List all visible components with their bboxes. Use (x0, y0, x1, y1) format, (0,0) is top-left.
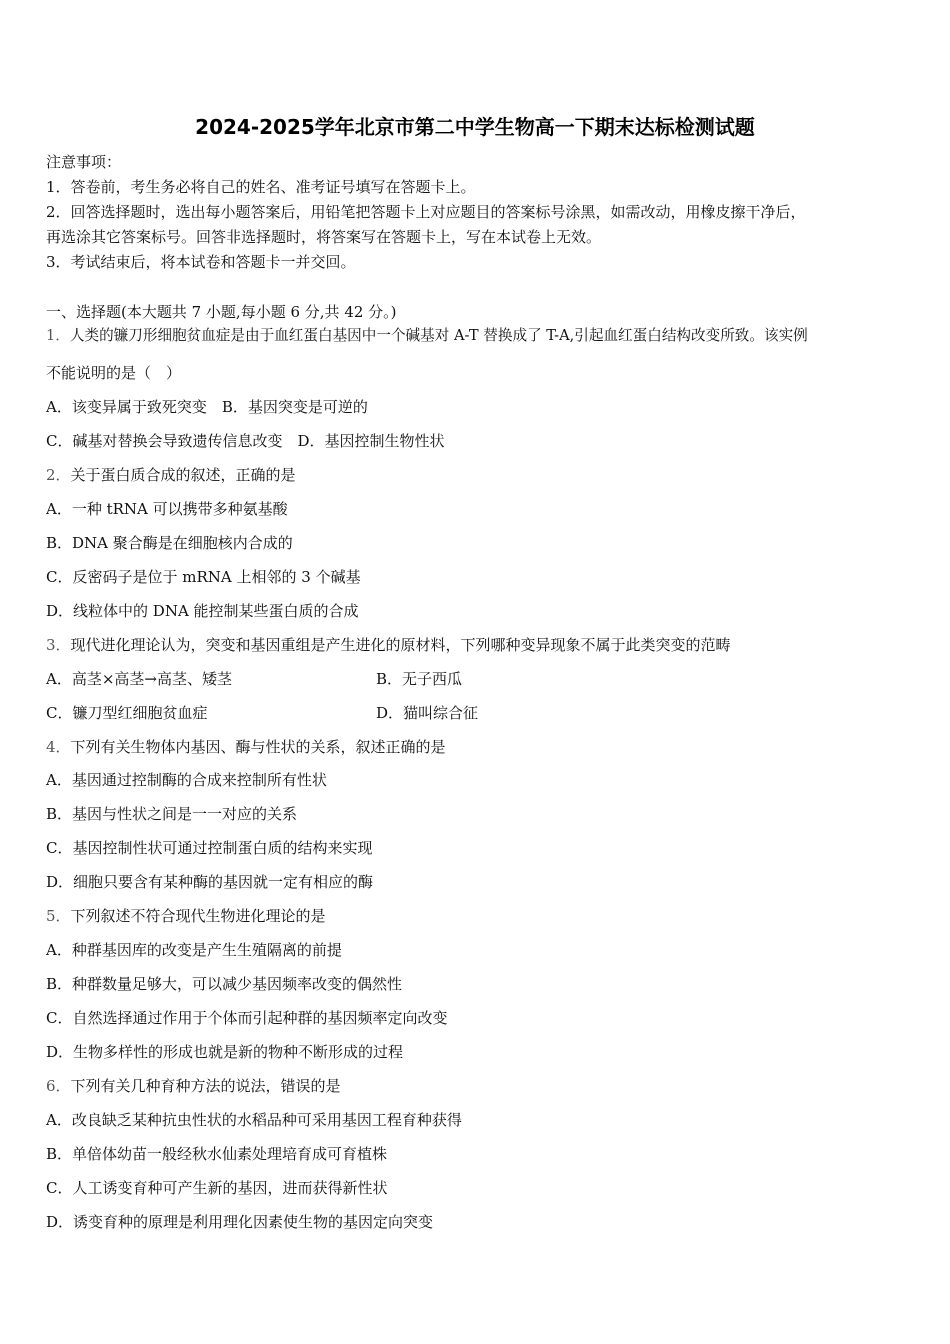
option-d: D．诱变育种的原理是利用理化因素使生物的基因定向突变 (46, 1213, 434, 1231)
question-stem: 3．现代进化理论认为，突变和基因重组是产生进化的原材料，下列哪种变异现象不属于此类突变的范畴 (46, 636, 731, 654)
question-number: 5． (46, 907, 71, 925)
question-number: 6． (46, 1077, 71, 1095)
option-a: A．基因通过控制酶的合成来控制所有性状 (46, 771, 327, 789)
question-number: 2． (46, 466, 71, 484)
option-b: B．DNA 聚合酶是在细胞核内合成的 (46, 534, 293, 552)
question-stem: 2．关于蛋白质合成的叙述，正确的是 (46, 466, 296, 484)
notice-heading: 注意事项： (46, 153, 122, 171)
question-number: 4． (46, 738, 71, 756)
option-d: D．细胞只要含有某种酶的基因就一定有相应的酶 (46, 873, 374, 891)
question-stem: 4．下列有关生物体内基因、酶与性状的关系，叙述正确的是 (46, 738, 446, 756)
option-row: A．该变异属于致死突变 B．基因突变是可逆的 (46, 398, 368, 416)
option-c: C．镰刀型红细胞贫血症 (46, 704, 208, 722)
option-d: D．生物多样性的形成也就是新的物种不断形成的过程 (46, 1043, 404, 1061)
option-d: D．猫叫综合征 (376, 704, 479, 722)
notice-item: 再选涂其它答案标号。回答非选择题时，将答案写在答题卡上，写在本试卷上无效。 (46, 228, 602, 246)
option-c: C．自然选择通过作用于个体而引起种群的基因频率定向改变 (46, 1009, 448, 1027)
question-number: 1． (46, 327, 70, 344)
option-d: D．线粒体中的 DNA 能控制某些蛋白质的合成 (46, 602, 359, 620)
option-b: B．单倍体幼苗一般经秋水仙素处理培育成可育植株 (46, 1145, 388, 1163)
section-heading: 一、选择题(本大题共 7 小题,每小题 6 分,共 42 分。) (46, 303, 397, 321)
option-b: B．种群数量足够大，可以减少基因频率改变的偶然性 (46, 975, 403, 993)
option-row: C．碱基对替换会导致遗传信息改变 D．基因控制生物性状 (46, 432, 445, 450)
question-number: 3． (46, 636, 71, 654)
notice-item: 3．考试结束后，将本试卷和答题卡一并交回。 (46, 253, 356, 271)
notice-item: 1．答卷前，考生务必将自己的姓名、准考证号填写在答题卡上。 (46, 178, 476, 196)
option-b: B．基因与性状之间是一一对应的关系 (46, 805, 298, 823)
option-c: C．基因控制性状可通过控制蛋白质的结构来实现 (46, 839, 373, 857)
question-stem: 1．人类的镰刀形细胞贫血症是由于血红蛋白基因中一个碱基对 A-T 替换成了 T-A,引起血红蛋白结构改变所致。该实例 (46, 327, 808, 344)
option-a: A．高茎×高茎→高茎、矮茎 (46, 670, 232, 688)
question-stem: 6．下列有关几种育种方法的说法，错误的是 (46, 1077, 341, 1095)
page-title: 2024-2025学年北京市第二中学生物高一下期末达标检测试题 (195, 115, 755, 139)
option-c: C．人工诱变育种可产生新的基因，进而获得新性状 (46, 1179, 388, 1197)
option-b: B．无子西瓜 (376, 670, 463, 688)
option-a: A．改良缺乏某种抗虫性状的水稻品种可采用基因工程育种获得 (46, 1111, 462, 1129)
option-c: C．反密码子是位于 mRNA 上相邻的 3 个碱基 (46, 568, 361, 586)
question-stem: 5．下列叙述不符合现代生物进化理论的是 (46, 907, 326, 925)
notice-item: 2．回答选择题时，选出每小题答案后，用铅笔把答题卡上对应题目的答案标号涂黑，如需改动，用橡皮擦干净后， (46, 203, 806, 221)
option-a: A．一种 tRNA 可以携带多种氨基酸 (46, 500, 288, 518)
question-stem-continued: 不能说明的是（ ） (46, 364, 182, 382)
option-a: A．种群基因库的改变是产生生殖隔离的前提 (46, 941, 342, 959)
